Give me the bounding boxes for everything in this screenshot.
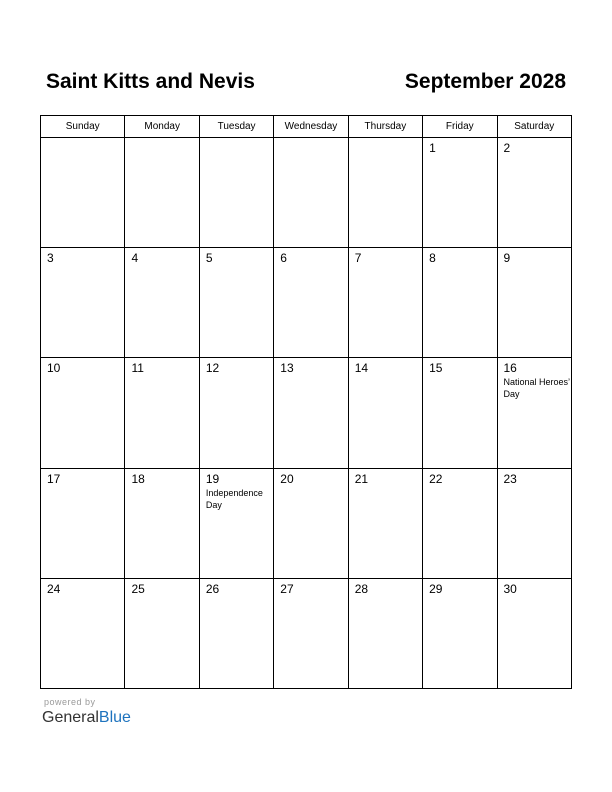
day-number: 18 <box>131 471 145 486</box>
day-cell <box>497 468 572 578</box>
day-cell <box>274 248 348 358</box>
day-number: 16 <box>503 361 517 376</box>
day-cell <box>274 138 348 248</box>
day-cell <box>497 138 572 248</box>
weekday-header-wednesday: Wednesday <box>274 116 348 138</box>
day-number: 7 <box>354 251 362 266</box>
powered-by-text: powered by <box>44 697 96 707</box>
weekday-header-friday: Friday <box>423 116 497 138</box>
day-number: 19 <box>205 471 220 486</box>
day-number: 13 <box>280 361 294 376</box>
day-cell <box>199 358 273 468</box>
day-number: 1 <box>429 141 436 155</box>
day-number: 8 <box>429 251 436 266</box>
day-cell <box>348 138 422 248</box>
week-row <box>41 138 572 248</box>
day-cell <box>125 468 199 578</box>
day-cell <box>348 358 422 468</box>
day-cell <box>41 468 125 578</box>
day-cell <box>348 248 422 358</box>
weekday-header-saturday: Saturday <box>497 116 572 138</box>
weekday-header-sunday: Sunday <box>41 116 125 138</box>
day-cell <box>199 468 273 578</box>
day-cell <box>41 138 125 248</box>
day-number: 10 <box>47 361 61 376</box>
day-number: 30 <box>503 581 517 596</box>
generalblue-logo[interactable] <box>42 709 131 727</box>
day-cell <box>348 468 422 578</box>
day-number: 26 <box>205 581 220 596</box>
week-row <box>41 248 572 358</box>
day-cell <box>125 138 199 248</box>
brand-blue-text: Blue <box>98 709 131 726</box>
country-title: Saint Kitts and Nevis <box>46 70 255 93</box>
day-cell <box>497 578 572 688</box>
day-number: 3 <box>47 251 54 266</box>
week-row <box>41 358 572 468</box>
day-cell <box>497 358 572 468</box>
month-year-title: September 2028 <box>404 70 566 93</box>
day-cell <box>274 578 348 688</box>
day-number: 22 <box>429 471 443 486</box>
weekday-header-monday: Monday <box>125 116 199 138</box>
day-cell <box>274 358 348 468</box>
day-cell <box>423 138 497 248</box>
day-number: 25 <box>131 581 145 596</box>
day-number: 6 <box>280 251 287 266</box>
day-cell <box>125 578 199 688</box>
day-number: 15 <box>429 361 443 376</box>
calendar-grid <box>40 115 572 689</box>
weekday-header-row <box>41 116 572 138</box>
day-number: 5 <box>205 251 213 266</box>
day-number: 29 <box>429 581 443 596</box>
day-cell <box>41 578 125 688</box>
day-cell <box>348 578 422 688</box>
day-number: 21 <box>354 471 369 486</box>
day-number: 28 <box>354 581 369 596</box>
day-number: 24 <box>47 581 61 596</box>
day-number: 2 <box>503 141 511 155</box>
day-number: 9 <box>503 251 511 266</box>
day-cell <box>423 578 497 688</box>
day-cell <box>41 358 125 468</box>
day-cell <box>274 468 348 578</box>
day-cell <box>125 248 199 358</box>
day-number: 14 <box>354 361 369 376</box>
week-row <box>41 578 572 688</box>
weekday-header-thursday: Thursday <box>348 116 422 138</box>
day-cell <box>423 358 497 468</box>
day-number: 20 <box>280 471 294 486</box>
day-number: 11 <box>131 361 144 376</box>
week-row <box>41 468 572 578</box>
day-cell <box>199 138 273 248</box>
day-number: 27 <box>280 581 294 596</box>
day-cell <box>423 468 497 578</box>
day-cell <box>423 248 497 358</box>
day-number: 23 <box>503 471 517 486</box>
day-number: 4 <box>131 251 139 266</box>
day-number: 12 <box>205 361 220 376</box>
day-cell <box>199 248 273 358</box>
day-cell <box>199 578 273 688</box>
day-cell <box>497 248 572 358</box>
day-cell <box>125 358 199 468</box>
day-cell <box>41 248 125 358</box>
weekday-header-tuesday: Tuesday <box>199 116 273 138</box>
brand-general-text: General <box>42 709 99 726</box>
day-number: 17 <box>47 471 61 486</box>
holiday-label: National Heroes’ Day <box>503 377 570 400</box>
holiday-label: Independence Day <box>205 487 263 510</box>
